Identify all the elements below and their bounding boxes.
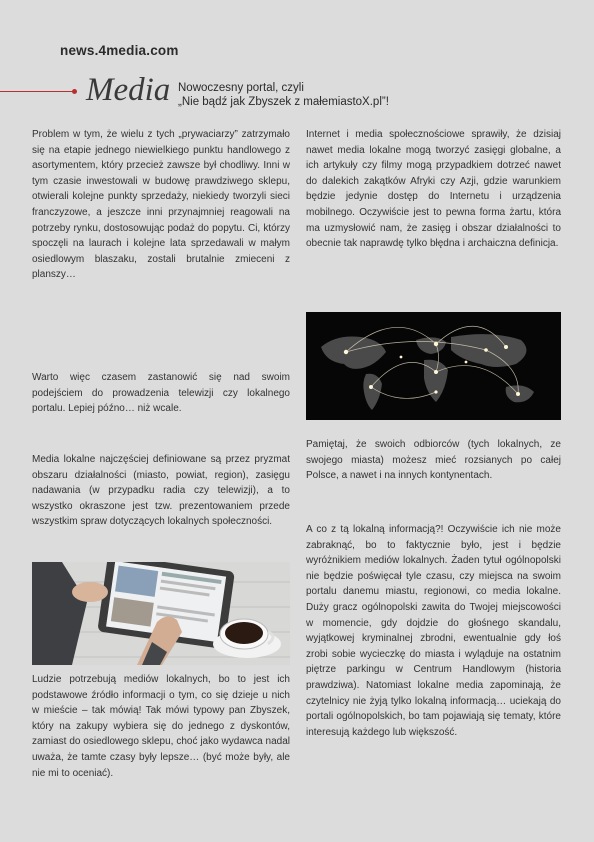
section-subtitle — [178, 81, 389, 109]
section-title: Media — [86, 72, 171, 108]
tablet-coffee-photo — [32, 562, 290, 665]
world-network-photo — [306, 312, 561, 420]
right-paragraph-1: Internet i media społecznościowe sprawiły, że dzisiaj nawet media lokalne mogą tworzyć zasięgi globalne, a ich artykuły czy filmy mogą przypadkiem dotrzeć nawet do dalekich zakątków Afryki czy Azji, gdzie warunkiem będzie jedynie dostęp do Internetu i urządzenia mobilnego. Oczywiście jest to pewna forma żartu, która ma uzmysłowić nam, że zasięg i obszar działalności to obecnie tak naprawdę tylko błędna i archaiczna definicja. — [306, 129, 561, 250]
site-name: news.4media.com — [60, 43, 179, 58]
left-paragraph-4: Ludzie potrzebują mediów lokalnych, bo to jest ich podstawowe źródło informacji o tym, co się dzieje u nich w mieście – tak mówią! Tak mówi typowy pan Zbyszek, który na zakupy wybiera się do jednego z dyskontów, zamiast do osiedlowego sklepu, choć jako wydawca nadal uważa, że tamte czasy były lepsze… (być może były, ale nie mi to oceniać). — [32, 674, 290, 779]
world-map-illustration — [306, 312, 561, 420]
tablet-coffee-illustration — [32, 562, 290, 665]
subtitle-line-1: Nowoczesny portal, czyli — [178, 82, 304, 94]
subtitle-line-2: „Nie bądź jak Zbyszek z małemiastoX.pl”! — [178, 96, 389, 108]
left-paragraph-1: Problem w tym, że wielu z tych „prywaciarzy” zatrzymało się na etapie jednego niewielkiego punktu handlowego z asortymentem, który przecież zawsze był chodliwy. Inni w tym czasie inwestowali w budowę prawdziwego sklepu, otwierali kolejne punkty sprzedaży, niekiedy tworzyli sieci franczyzowe, a jeszcze inni przynajmniej reagowali na potrzeby rynku, dostosowując podaż do popytu. Ci, którzy spoczęli na laurach i kolejne lata sprzedawali w małym osiedlowym blaszaku, zostali brutalnie zmieceni z planszy… — [32, 129, 290, 281]
accent-line — [0, 91, 74, 92]
accent-dot — [72, 89, 77, 94]
right-paragraph-3: A co z tą lokalną informacją?! Oczywiście ich nie może zabraknąć, bo to faktycznie było, jest i będzie wyróżnikiem mediów lokalnych. Żaden tytuł ogólnopolski nie będzie poświęcał tyle czasu, czy miejsca na swoim portalu danemu miastu, regionowi, co media lokalne. Duży gracz ogólnopolski zawita do Twojej miejscowości w momencie, gdy dojdzie do głośnego skandalu, wyjątkowej kryminalnej zbrodni, ewentualnie gdy łoś zrobi sobie wycieczkę do miasta i wyląduje na ostatnim piętrze parkingu w Centrum Handlowym (historia prawdziwa). Natomiast lokalne media zapominają, że czytelnicy nie żyją tylko lokalną informacją… uciekają do portali ogólnopolskich, bo tam pojawiają się tematy, które interesują każdego lub większość. — [306, 524, 561, 738]
right-paragraph-2: Pamiętaj, że swoich odbiorców (tych lokalnych, ze swojego miasta) możesz mieć rozsianych po całej Polsce, a nawet i na innych kontynentach. — [306, 439, 561, 482]
left-paragraph-2: Warto więc czasem zastanowić się nad swoim podejściem do prowadzenia telewizji czy lokalnego portalu. Lepiej późno… niż wcale. — [32, 372, 290, 415]
left-paragraph-3: Media lokalne najczęściej definiowane są przez pryzmat obszaru działalności (miasto, powiat, region), zasięgu nadawania (w przypadku radia czy telewizji), a to wszystko okraszone jest tzw. prezentowaniem przede wszystkim spraw dotyczących lokalnych społeczności. — [32, 454, 290, 528]
